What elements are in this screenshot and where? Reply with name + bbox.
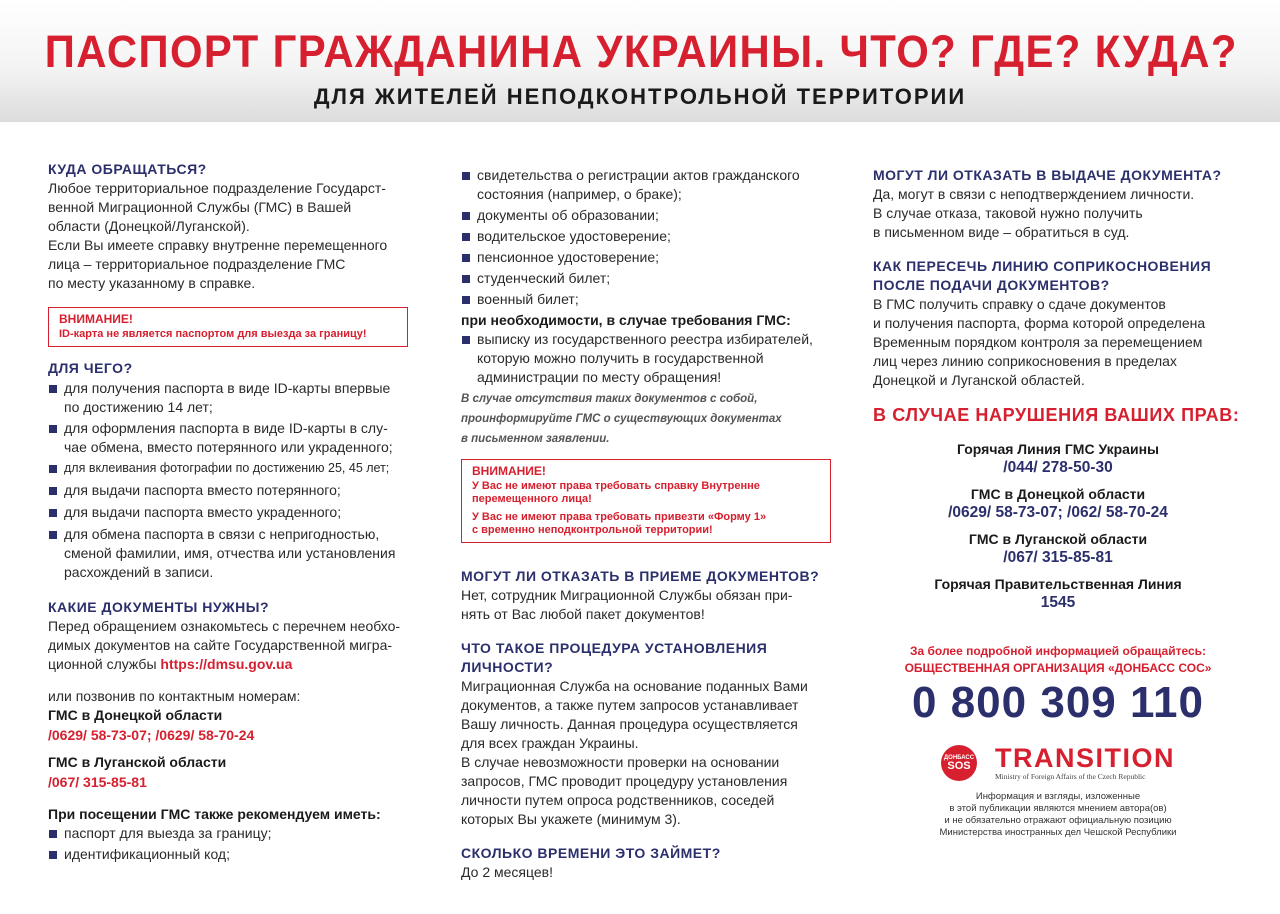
time-text: До 2 месяцев!: [461, 864, 553, 880]
identity-text-5: В случае невозможности проверки на основании: [461, 754, 780, 770]
warning-text: ID-карта не является паспортом для выезда за границу!: [59, 328, 367, 340]
list-item: пенсионное удостоверение;: [461, 248, 841, 267]
recommend-text: При посещении ГМС также рекомендуем иметь:: [48, 806, 381, 822]
list-item: водительское удостоверение;: [461, 227, 841, 246]
list-item: для получения паспорта в виде ID-карты впервые по достижению 14 лет;: [48, 379, 428, 417]
where-text-3: области (Донецкой/Луганской).: [48, 218, 250, 234]
donetsk-label: ГМС в Донецкой области: [48, 707, 223, 723]
list-item: военный билет;: [461, 290, 841, 309]
contact-name: ГМС в Луганской области: [968, 531, 1148, 547]
warning-title: ВНИМАНИЕ!: [59, 312, 133, 326]
rights-warning: [461, 459, 831, 543]
warning-line: У Вас не имеют права требовать справку Внутренне: [472, 480, 760, 492]
column-left: [48, 160, 428, 866]
contact-name: Горячая Правительственная Линия: [934, 576, 1182, 592]
identity-text-4: для всех граждан Украины.: [461, 735, 639, 751]
where-text-1: Любое территориальное подразделение Государст-: [48, 180, 386, 196]
warning-title: ВНИМАНИЕ!: [472, 464, 546, 478]
if-required-text: при необходимости, в случае требования ГМС:: [461, 312, 791, 328]
time-heading: СКОЛЬКО ВРЕМЕНИ ЭТО ЗАЙМЕТ?: [461, 845, 721, 861]
refuse-issue-heading: МОГУТ ЛИ ОТКАЗАТЬ В ВЫДАЧЕ ДОКУМЕНТА?: [873, 167, 1222, 183]
list-item: выписку из государственного реестра избирателей, которую можно получить в государственной администрации по месту обращения!: [461, 330, 841, 387]
refuse-accept-heading: МОГУТ ЛИ ОТКАЗАТЬ В ПРИЕМЕ ДОКУМЕНТОВ?: [461, 568, 820, 584]
where-text-6: по месту указанному в справке.: [48, 275, 256, 291]
list-item: идентификационный код;: [48, 845, 428, 864]
header-band: [0, 0, 1280, 122]
page-subtitle: ДЛЯ ЖИТЕЛЕЙ НЕПОДКОНТРОЛЬНОЙ ТЕРРИТОРИИ: [313, 84, 967, 109]
where-heading: КУДА ОБРАЩАТЬСЯ?: [48, 161, 207, 177]
page-title: ПАСПОРТ ГРАЖДАНИНА УКРАИНЫ. ЧТО? ГДЕ? КУДА?: [44, 26, 1238, 77]
list-item: для вклеивания фотографии по достижению 25, 45 лет;: [48, 459, 428, 478]
documents-list: [461, 166, 841, 309]
list-item: для выдачи паспорта вместо потерянного;: [48, 481, 428, 500]
refuse-issue-text-3: в письменном виде – обратиться в суд.: [873, 224, 1130, 240]
docs-heading: КАКИЕ ДОКУМЕНТЫ НУЖНЫ?: [48, 599, 270, 615]
note-line-2: проинформируйте ГМС о существующих документах: [461, 413, 782, 425]
cross-text-4: лиц через линию соприкосновения в пределах: [873, 353, 1177, 369]
contact-name: Горячая Линия ГМС Украины: [957, 441, 1159, 457]
extract-list: [461, 330, 841, 387]
list-item: документы об образовании;: [461, 206, 841, 225]
identity-text-6: запросов, ГМС проводит процедуру установления: [461, 773, 788, 789]
refuse-accept-text-1: Нет, сотрудник Миграционной Службы обязан при-: [461, 587, 793, 603]
list-item: для выдачи паспорта вместо украденного;: [48, 503, 428, 522]
contact-name: ГМС в Донецкой области: [970, 486, 1146, 502]
call-text: или позвонив по контактным номерам:: [48, 688, 301, 704]
note-line-3: в письменном заявлении.: [461, 433, 610, 445]
hotline-number: 0 800 309 110: [912, 678, 1204, 727]
cross-text-2: и получения паспорта, форма которой определена: [873, 315, 1206, 331]
recommend-list: [48, 824, 428, 864]
more-info-line-2: ОБЩЕСТВЕННАЯ ОРГАНИЗАЦИЯ «ДОНБАСС СОС»: [904, 661, 1212, 675]
dmsu-link[interactable]: https://dmsu.gov.ua: [160, 656, 293, 672]
column-right: [873, 160, 1243, 839]
disclaimer: Информация и взгляды, изложенные в этой публикации являются мнением автора(ов) и не обязательно отражают официальную позицию Министерства иностранных дел Чешской Республики: [939, 791, 1177, 838]
contact-phone: /044/ 278-50-30: [1003, 459, 1113, 476]
where-text-2: венной Миграционной Службы (ГМС) в Вашей: [48, 199, 352, 215]
where-text-4: Если Вы имеете справку внутренне перемещенного: [48, 237, 388, 253]
note-line-1: В случае отсутствия таких документов с собой,: [461, 393, 758, 405]
refuse-issue-text-2: В случае отказа, таковой нужно получить: [873, 205, 1143, 221]
identity-text-7: личности путем опроса родственников, соседей: [461, 792, 775, 808]
transition-logo: TRANSITION Ministry of Foreign Affairs of the Czech Republic: [995, 743, 1175, 781]
column-middle: [461, 160, 841, 882]
contact-phone: /0629/ 58-73-07; /062/ 58-70-24: [948, 504, 1168, 521]
cross-text-3: Временным порядком контроля за перемещением: [873, 334, 1203, 350]
identity-text-3: Вашу личность. Данная процедура осуществляется: [461, 716, 798, 732]
contact-phone: /067/ 315-85-81: [1003, 549, 1113, 566]
warning-line: У Вас не имеют права требовать привезти «Форму 1»: [472, 511, 767, 523]
contact-phone: 1545: [1040, 594, 1076, 611]
warning-line: перемещенного лица!: [472, 493, 592, 505]
more-info-line-1: За более подробной информацией обращайтесь:: [909, 644, 1207, 658]
refuse-issue-text-1: Да, могут в связи с неподтверждением личности.: [873, 186, 1195, 202]
rights-heading: В СЛУЧАЕ НАРУШЕНИЯ ВАШИХ ПРАВ:: [873, 405, 1240, 425]
cross-heading-1: КАК ПЕРЕСЕЧЬ ЛИНИЮ СОПРИКОСНОВЕНИЯ: [873, 258, 1212, 274]
list-item: студенческий билет;: [461, 269, 841, 288]
docs-text-3: ционной службы https://dmsu.gov.ua: [48, 656, 293, 672]
identity-heading: ЧТО ТАКОЕ ПРОЦЕДУРА УСТАНОВЛЕНИЯ ЛИЧНОСТИ?: [461, 640, 768, 675]
contact-block: [873, 440, 1243, 613]
lugansk-phones: /067/ 315-85-81: [48, 774, 147, 790]
list-item: паспорт для выезда за границу;: [48, 824, 428, 843]
cross-text-5: Донецкой и Луганской областей.: [873, 372, 1085, 388]
identity-text-8: которых Вы укажете (минимум 3).: [461, 811, 681, 827]
donbass-sos-logo: ДОНБАСС SOS: [941, 745, 977, 781]
logos-row: [873, 744, 1243, 782]
donetsk-phones: /0629/ 58-73-07; /0629/ 58-70-24: [48, 727, 255, 743]
why-heading: ДЛЯ ЧЕГО?: [48, 360, 133, 376]
why-list: [48, 379, 428, 582]
cross-heading-2: ПОСЛЕ ПОДАЧИ ДОКУМЕНТОВ?: [873, 277, 1110, 293]
identity-text-2: документов, а также путем запросов устанавливает: [461, 697, 799, 713]
docs-text-2: димых документов на сайте Государственной мигра-: [48, 637, 393, 653]
refuse-accept-text-2: нять от Вас любой пакет документов!: [461, 606, 705, 622]
id-card-warning: [48, 307, 408, 347]
list-item: свидетельства о регистрации актов гражданского состояния (например, о браке);: [461, 166, 841, 204]
warning-line: с временно неподконтрольной территории!: [472, 524, 713, 536]
list-item: для оформления паспорта в виде ID-карты в слу- чае обмена, вместо потерянного или украденного;: [48, 419, 428, 457]
docs-text-1: Перед обращением ознакомьтесь с перечнем необхо-: [48, 618, 401, 634]
cross-text-1: В ГМС получить справку о сдаче документов: [873, 296, 1166, 312]
lugansk-label: ГМС в Луганской области: [48, 754, 227, 770]
where-text-5: лица – территориальное подразделение ГМС: [48, 256, 346, 272]
identity-text-1: Миграционная Служба на основание поданных Вами: [461, 678, 808, 694]
list-item: для обмена паспорта в связи с непригодностью, сменой фамилии, имя, отчества или установления расхождений в записи.: [48, 525, 428, 582]
